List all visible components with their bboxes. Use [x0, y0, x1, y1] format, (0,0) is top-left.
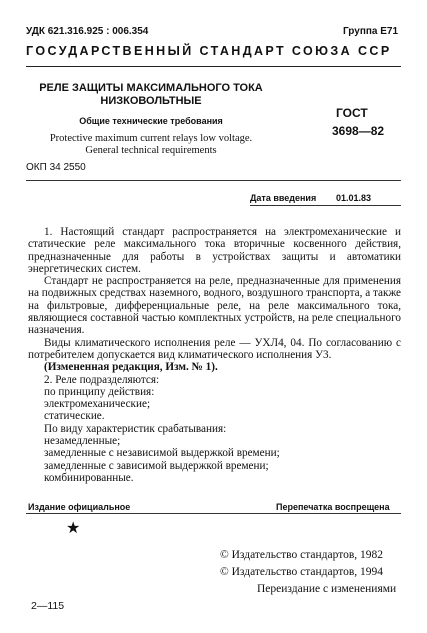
paragraph-scope: 1. Настоящий стандарт распространяется на электромеханические и статические реле максимального тока вторичные косвенного действия, предназначенные для работы в устройствах защиты и автоматики энергетических систем. [28, 226, 401, 275]
english-title-line-1: Protective maximum current relays low voltage. [49, 133, 253, 144]
english-title [36, 133, 266, 157]
list-heading-characteristics: По виду характеристик срабатывания: [44, 422, 227, 435]
top-divider [26, 66, 401, 67]
gost-number: 3698—82 [332, 124, 385, 138]
udk-code: УДК 621.316.925 : 006.354 [26, 26, 149, 37]
list-heading-principle: по принципу действия: [44, 385, 155, 398]
list-item-instant: незамедленные; [44, 435, 121, 448]
list-item-electromechanical: электромеханические; [44, 398, 151, 411]
copyright-1982: © Издательство стандартов, 1982 [220, 549, 384, 561]
reissue-note: Переиздание с изменениями [257, 583, 397, 595]
list-item-static: статические. [44, 410, 105, 423]
english-title-line-2: General technical requirements [85, 145, 217, 156]
title-line-1: РЕЛЕ ЗАЩИТЫ МАКСИМАЛЬНОГО ТОКА [39, 82, 263, 94]
okp-code: ОКП 34 2550 [26, 162, 86, 173]
title-line-2: НИЗКОВОЛЬТНЫЕ [100, 95, 202, 107]
paragraph-climate: Виды климатического исполнения реле — УХЛ4, 04. По согласованию с потребителем допускается вид климатического исполнения У3. [28, 336, 401, 361]
reprint-prohibited-label: Перепечатка воспрещена [276, 502, 390, 512]
paragraph-amendment: (Измененная редакция, Изм. № 1). [44, 361, 218, 374]
date-underline [250, 205, 401, 206]
document-subtitle: Общие технические требования [79, 116, 223, 126]
bottom-divider [26, 513, 401, 514]
group-code: Группа Е71 [343, 26, 399, 37]
intro-date-label: Дата введения [250, 193, 317, 203]
document-title [36, 82, 266, 108]
gost-label: ГОСТ [336, 106, 368, 120]
paragraph-classification: 2. Реле подразделяются: [44, 373, 160, 386]
list-item-dependent-delay: замедленные с зависимой выдержкой времени; [44, 459, 269, 472]
list-item-independent-delay: замедленные с независимой выдержкой времени; [44, 447, 280, 460]
state-standard-banner: ГОСУДАРСТВЕННЫЙ СТАНДАРТ СОЮЗА ССР [26, 44, 392, 58]
copyright-1994: © Издательство стандартов, 1994 [220, 566, 384, 578]
middle-divider [26, 180, 401, 181]
body-text [28, 226, 401, 484]
paragraph-exclusions: Стандарт не распространяется на реле, предназначенные для применения на подвижных средствах наземного, водного, воздушного транспорта, а также на фильтровые, дифференциальные реле, на реле максимального тока, являющиеся составной частью комплектных устройств, на реле специального назначения. [28, 275, 401, 337]
page-code: 2—115 [31, 600, 65, 612]
official-edition-label: Издание официальное [28, 502, 131, 512]
intro-date-value: 01.01.83 [336, 193, 372, 203]
star-icon: ★ [66, 520, 81, 537]
list-item-combined: комбинированные. [44, 471, 134, 484]
